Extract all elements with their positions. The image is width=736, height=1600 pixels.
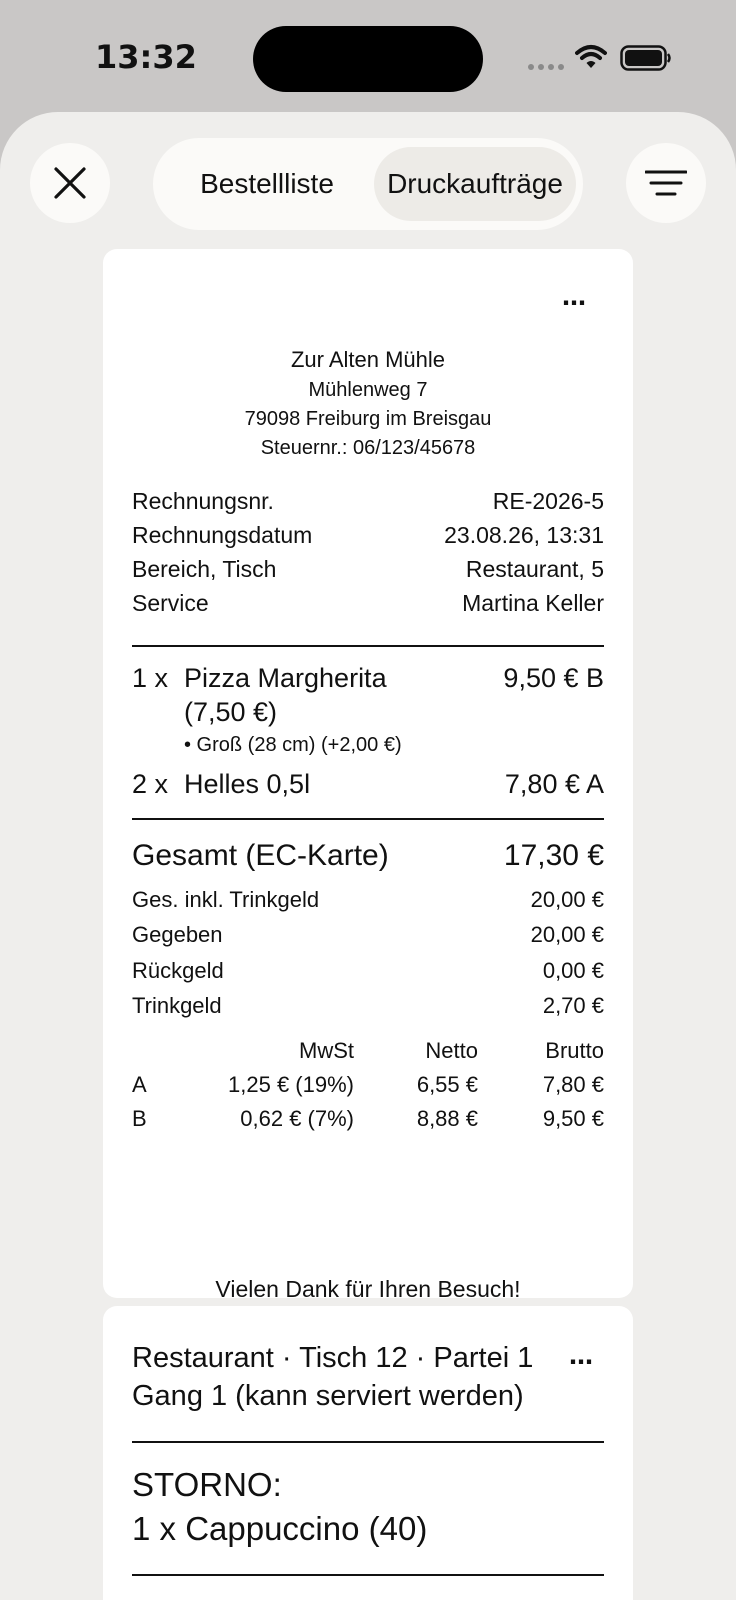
vat-rate-code: B: [132, 1106, 147, 1131]
wifi-icon: [575, 44, 607, 70]
payment-value: 2,70 €: [542, 993, 604, 1018]
meta-label: Service: [132, 590, 209, 616]
vat-header-brutto: Brutto: [545, 1038, 604, 1063]
tab-druckauftraege[interactable]: Druckaufträge: [374, 147, 576, 221]
vat-net: 8,88 €: [416, 1106, 478, 1131]
more-options-button[interactable]: …: [569, 1342, 595, 1370]
tab-bestellliste[interactable]: Bestellliste: [200, 168, 334, 199]
meta-value: Martina Keller: [462, 590, 604, 616]
meta-value: RE-2026-5: [492, 488, 604, 514]
print-jobs-sheet: [0, 112, 736, 1600]
dynamic-island: [253, 26, 483, 92]
vat-table-header: [132, 1038, 604, 1068]
item-modifier: • Groß (28 cm) (+2,00 €): [184, 734, 402, 756]
business-city: 79098 Freiburg im Breisgau: [244, 408, 492, 430]
vat-gross: 7,80 €: [542, 1072, 604, 1097]
meta-label: Bereich, Tisch: [132, 556, 277, 582]
payment-row: [132, 993, 604, 1019]
view-segmented-control: [153, 138, 583, 230]
vat-table-row: [132, 1106, 604, 1136]
vat-header-mwst: MwSt: [299, 1038, 354, 1063]
receipt-card: [103, 249, 633, 1302]
meta-value: Restaurant, 5: [465, 556, 604, 582]
more-options-button[interactable]: …: [562, 283, 588, 311]
payment-value: 20,00 €: [530, 922, 604, 947]
business-street: Mühlenweg 7: [308, 379, 428, 401]
vat-rate-code: A: [132, 1072, 147, 1097]
battery-icon: [620, 45, 672, 71]
vat-gross: 9,50 €: [542, 1106, 604, 1131]
total-value: 17,30 €: [503, 839, 604, 872]
divider: [132, 1441, 604, 1443]
meta-row-invoice-number: [132, 488, 604, 515]
receipt-footer: Vielen Dank für Ihren Besuch!: [215, 1276, 521, 1302]
filter-icon: [645, 170, 687, 196]
meta-row-service: [132, 590, 604, 617]
item-qty: 1 x: [132, 663, 169, 693]
total-row: [132, 839, 604, 873]
kitchen-ticket-card: [103, 1306, 633, 1600]
payment-label: Ges. inkl. Trinkgeld: [132, 887, 320, 912]
business-name: Zur Alten Mühle: [290, 347, 446, 372]
item-price: 9,50 € B: [503, 663, 604, 693]
status-time: 13:32: [95, 38, 197, 76]
vat-amount: 0,62 € (7%): [240, 1106, 354, 1131]
filter-button[interactable]: [626, 143, 706, 223]
storno-label: STORNO:: [132, 1466, 282, 1503]
storno-item: 1 x Cappuccino (40): [132, 1510, 428, 1547]
vat-header-netto: Netto: [425, 1038, 478, 1063]
status-bar: [0, 0, 736, 112]
ticket-location: Restaurant · Tisch 12 · Partei 1: [132, 1342, 534, 1374]
meta-value: 23.08.26, 13:31: [444, 522, 604, 548]
business-tax-number: Steuernr.: 06/123/45678: [260, 437, 476, 459]
payment-row: [132, 887, 604, 913]
vat-amount: 1,25 € (19%): [228, 1072, 354, 1097]
payment-value: 0,00 €: [542, 958, 604, 983]
close-icon: [53, 166, 87, 200]
total-label: Gesamt (EC-Karte): [132, 839, 389, 872]
item-qty: 2 x: [132, 769, 169, 799]
item-price: 7,80 € A: [504, 769, 604, 799]
item-name: Helles 0,5l: [184, 769, 311, 799]
divider: [132, 1574, 604, 1576]
meta-row-area-table: [132, 556, 604, 583]
close-button[interactable]: [30, 143, 110, 223]
meta-label: Rechnungsdatum: [132, 522, 313, 548]
vat-table-row: [132, 1072, 604, 1102]
ticket-course: Gang 1 (kann serviert werden): [132, 1380, 524, 1412]
payment-row: [132, 958, 604, 984]
payment-label: Gegeben: [132, 922, 223, 947]
signal-icon: [528, 64, 564, 70]
vat-net: 6,55 €: [416, 1072, 478, 1097]
payment-value: 20,00 €: [530, 887, 604, 912]
divider: [132, 645, 604, 647]
payment-row: [132, 922, 604, 948]
divider: [132, 818, 604, 820]
payment-label: Trinkgeld: [132, 993, 222, 1018]
meta-row-invoice-date: [132, 522, 604, 549]
item-base-price: (7,50 €): [184, 697, 278, 727]
meta-label: Rechnungsnr.: [132, 488, 274, 514]
item-name: Pizza Margherita: [184, 663, 387, 693]
payment-label: Rückgeld: [132, 958, 224, 983]
